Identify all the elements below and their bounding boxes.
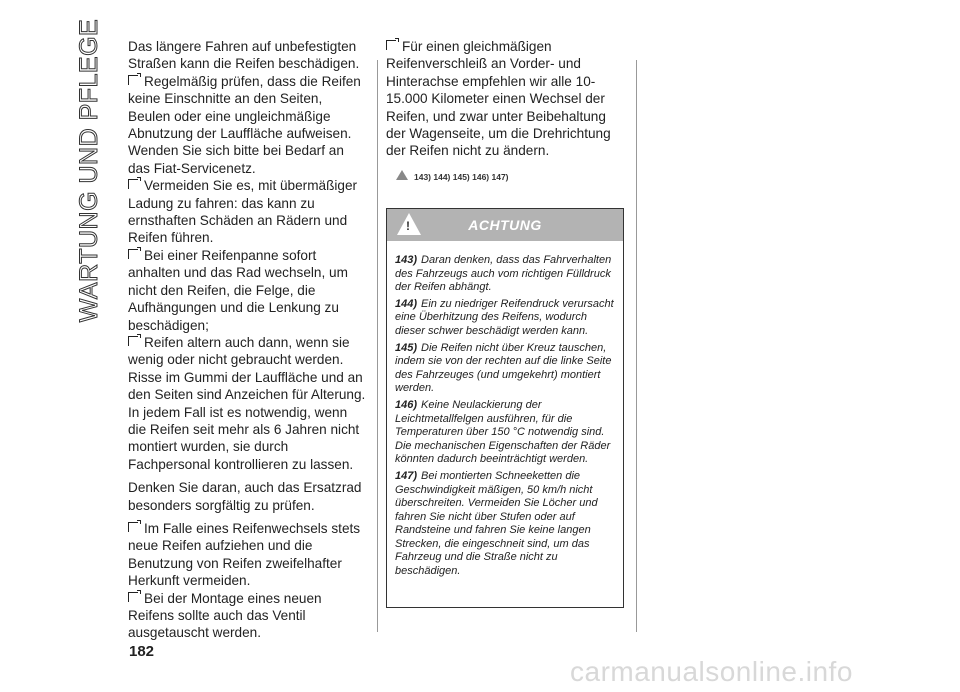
watermark: carmanualsonline.info bbox=[570, 656, 853, 687]
achtung-header bbox=[387, 209, 623, 241]
page-number: 182 bbox=[129, 643, 155, 660]
warning-references: 143) 144) 145) 146) 147) bbox=[396, 172, 509, 182]
bullet-paragraph: Bei der Montage eines neuen Reifens sollte auch das Ventil ausgetauscht werden. bbox=[128, 590, 322, 641]
bullet-arrow-icon bbox=[128, 336, 138, 346]
warning-item: 145) Die Reifen nicht über Kreuz tauschen, indem sie von der rechten auf die linke Seite des Fahrzeuges (und umgekehrt) montiert werden. bbox=[395, 341, 612, 395]
exclamation-mark: ! bbox=[406, 219, 410, 233]
left-column bbox=[128, 38, 368, 642]
bullet-paragraph: Im Falle eines Reifenwechsels stets neue Reifen aufziehen und die Benutzung von Reifen zweifelhafter Herkunft vermeiden. bbox=[128, 520, 361, 589]
warning-item: 146) Keine Neulackierung der Leichtmetallfelgen ausführen, für die Temperaturen über 150 °C notwendig sind. Die mechanischen Eigenschaften der Räder könnten dadurch beeinträchtigt werden. bbox=[395, 398, 611, 466]
bullet-arrow-icon bbox=[128, 592, 138, 602]
bullet-paragraph: Reifen altern auch dann, wenn sie wenig oder nicht gebraucht werden. Risse im Gummi der Lauffläche und an den Seiten sind Anzeichen für Alterung. In jedem Fall ist es notwendig, wenn die Reifen seit mehr als 6 Jahren nicht montiert wurden, sie durch Fachpersonal kontrollieren zu lassen. bbox=[128, 334, 366, 472]
warning-item: 147) Bei montierten Schneeketten die Geschwindigkeit mäßigen, 50 km/h nicht überschreiten. Vermeiden Sie Löcher und fahren Sie nicht über Stufen oder auf Randsteine und fahren Sie keine langen Strecken, die eingeschneit sind, um das Fahrzeug und die Straße nicht zu beschädigen. bbox=[395, 469, 598, 578]
achtung-body bbox=[387, 241, 623, 579]
bullet-paragraph: Bei einer Reifenpanne sofort anhalten und das Rad wechseln, um nicht den Reifen, die Felge, die Aufhängungen und die Lenkung zu beschädigen; bbox=[128, 247, 348, 333]
bullet-arrow-icon bbox=[386, 40, 396, 50]
warning-item: 143) Daran denken, dass das Fahrverhalten des Fahrzeugs auch vom richtigen Fülldruck der Reifen abhängt. bbox=[395, 254, 612, 294]
column-divider bbox=[377, 60, 378, 632]
right-column bbox=[386, 38, 626, 160]
paragraph: Das längere Fahren auf unbefestigten Straßen kann die Reifen beschädigen. bbox=[128, 39, 360, 72]
bullet-arrow-icon bbox=[128, 522, 138, 532]
achtung-title: ACHTUNG bbox=[468, 217, 542, 233]
warning-item: 144) Ein zu niedriger Reifendruck verursacht eine Überhitzung des Reifens, wodurch dieser schwer beschädigt werden kann. bbox=[395, 297, 614, 337]
section-title bbox=[74, 18, 106, 322]
bullet-paragraph: Vermeiden Sie es, mit übermäßiger Ladung zu fahren: das kann zu ernsthaften Schäden an Rädern und Reifen führen. bbox=[128, 178, 358, 246]
column-divider bbox=[636, 60, 637, 632]
paragraph: Denken Sie daran, auch das Ersatzrad besonders sorgfältig zu prüfen. bbox=[128, 480, 362, 513]
bullet-arrow-icon bbox=[128, 179, 138, 189]
bullet-paragraph: Regelmäßig prüfen, dass die Reifen keine Einschnitte an den Seiten, Beulen oder eine ungleichmäßige Abnutzung der Lauffläche aufweisen. Wenden Sie sich bitte bei Bedarf an das Fiat-Servicenetz. bbox=[128, 73, 361, 176]
section-title-text: WARTUNG UND PFLEGE bbox=[75, 18, 104, 322]
bullet-paragraph: Für einen gleichmäßigen Reifenverschleiß an Vorder- und Hinterachse empfehlen wir alle 10-15.000 Kilometer einen Wechsel der Reifen, und zwar unter Beibehaltung der Wagenseite, um die Drehrichtung der Reifen nicht zu ändern. bbox=[386, 39, 611, 159]
bullet-arrow-icon bbox=[128, 75, 138, 85]
bullet-arrow-icon bbox=[128, 249, 138, 259]
achtung-box bbox=[386, 208, 624, 608]
warning-triangle-icon bbox=[396, 170, 408, 180]
